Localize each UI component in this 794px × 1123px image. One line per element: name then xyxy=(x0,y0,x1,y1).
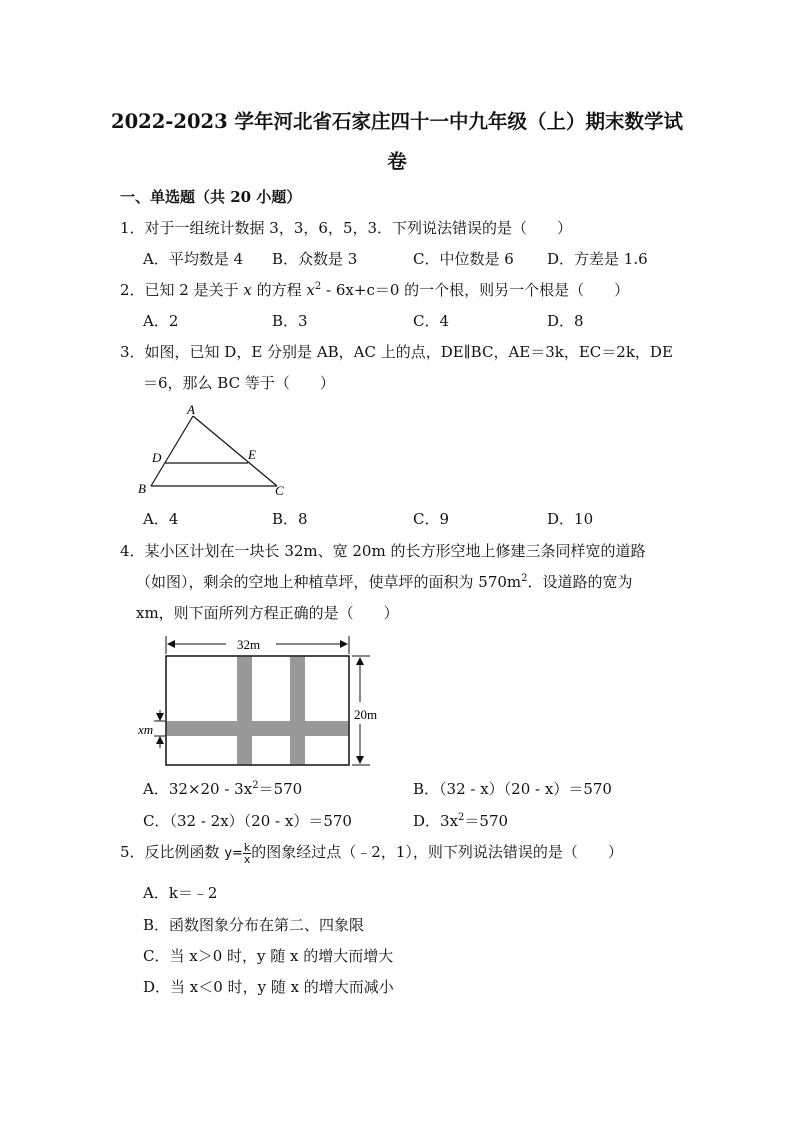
page-title-line1: 2022-2023 学年河北省石家庄四十一中九年级（上）期末数学试 xyxy=(111,110,683,133)
question-4-option-c: C．（32 - 2x）（20 - x）＝570 xyxy=(143,812,352,830)
question-2-option-a: A．2 xyxy=(143,312,179,330)
label-32m: 32m xyxy=(237,637,261,652)
page-title-line2: 卷 xyxy=(387,150,407,173)
triangle-figure xyxy=(135,400,295,500)
question-2-option-d: D．8 xyxy=(547,312,584,330)
question-3-option-c: C．9 xyxy=(413,510,450,528)
question-3-stem-line2: ＝6，那么 BC 等于（ ） xyxy=(143,374,335,392)
question-1-option-c: C．中位数是 6 xyxy=(413,250,514,268)
label-20m: 20m xyxy=(354,707,378,722)
label-b: B xyxy=(138,481,146,496)
question-4-stem-line2: （如图），剩余的空地上种植草坪，使草坪的面积为 $570m^2$．设道路的宽为 xyxy=(136,573,633,591)
question-5-option-a: A．k＝﹣2 xyxy=(143,884,218,902)
label-a: A xyxy=(187,402,195,417)
question-5-option-d: D．当 x＜0 时，y 随 x 的增大而减小 xyxy=(143,978,394,996)
question-1-option-a: A．平均数是 4 xyxy=(143,250,244,268)
question-5-option-b: B．函数图象分布在第二、四象限 xyxy=(143,916,365,934)
question-3-stem-line1: 3．如图，已知 D，E 分别是 AB，AC 上的点，DE∥BC，AE＝3k，EC＝2k，DE xyxy=(120,343,673,361)
question-2-stem: 2．已知 2 是关于 x 的方程 $x^2 - 6x+c=0$ 的一个根，则另一个根是（ ） xyxy=(120,281,630,299)
question-5-option-c: C．当 x＞0 时，y 随 x 的增大而增大 xyxy=(143,947,394,965)
question-4-option-a: A．$32\times 20 - 3x^2=570$ xyxy=(143,780,303,798)
question-5-stem: 5．反比例函数 y= $\frac{k}{x}$ 的图象经过点（﹣2，1），则下列说法错误的是（ ） xyxy=(120,840,623,866)
question-2-option-b: B．3 xyxy=(272,312,308,330)
question-4-option-d: D．$3x^2=570$ xyxy=(413,812,509,830)
question-3-option-d: D．10 xyxy=(547,510,594,528)
question-3-option-a: A．4 xyxy=(143,510,179,528)
road-figure xyxy=(136,632,396,772)
section-heading: 一、单选题（共 20 小题） xyxy=(120,188,302,206)
label-xm: xm xyxy=(138,722,154,737)
question-4-stem-line1: 4．某小区计划在一块长 32m、宽 20m 的长方形空地上修建三条同样宽的道路 xyxy=(120,542,646,560)
label-d: D xyxy=(152,450,162,465)
question-1-option-d: D．方差是 1.6 xyxy=(547,250,648,268)
question-1-stem: 1．对于一组统计数据 3，3，6，5，3．下列说法错误的是（ ） xyxy=(120,219,573,237)
question-1-option-b: B．众数是 3 xyxy=(272,250,358,268)
label-e: E xyxy=(248,447,256,462)
question-4-stem-line3: xm，则下面所列方程正确的是（ ） xyxy=(136,604,399,622)
label-c: C xyxy=(275,483,284,498)
question-4-option-b: B．（32 - x）（20 - x）＝570 xyxy=(413,780,612,798)
fraction-k-over-x: $\frac{k}{x}$ xyxy=(243,840,251,866)
question-2-option-c: C．4 xyxy=(413,312,450,330)
question-3-option-b: B．8 xyxy=(272,510,308,528)
